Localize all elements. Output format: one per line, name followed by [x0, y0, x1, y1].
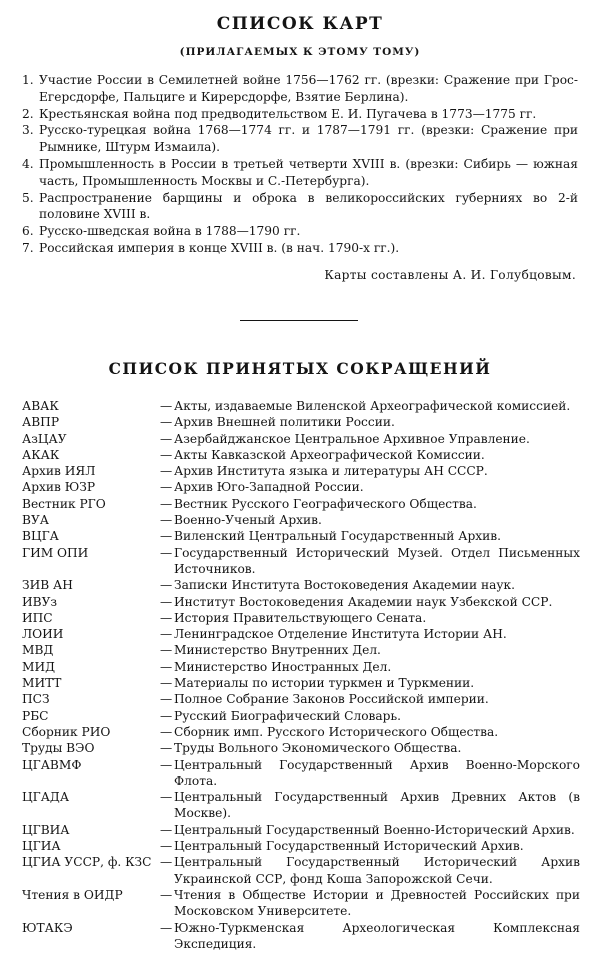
abbreviation-row [22, 708, 580, 724]
abbreviation-dash: — [160, 399, 173, 413]
map-item [22, 190, 578, 224]
abbreviation-row [22, 854, 580, 887]
abbreviation-row [22, 920, 580, 953]
abbreviation-row [22, 463, 580, 479]
maps-section-title: СПИСОК КАРТ [216, 14, 384, 34]
maps-section-subtitle: (ПРИЛАГАЕМЫХ К ЭТОМУ ТОМУ) [179, 46, 421, 58]
maps-list [22, 72, 578, 257]
abbreviation-dash: — [160, 529, 173, 544]
abbreviation-key: Архив ИЯЛ [22, 464, 96, 479]
abbreviation-key: ИВУз [22, 594, 58, 609]
map-item-number: 5. [22, 190, 34, 205]
abbreviation-dash: — [160, 578, 173, 593]
abbreviation-dash: — [160, 708, 173, 723]
map-item [22, 240, 578, 257]
abbreviation-key: МИД [22, 659, 56, 674]
abbreviation-dash: — [160, 855, 173, 870]
abbreviation-dash: — [160, 676, 173, 691]
abbreviation-value: Записки Института Востоковедения Академии наук. [174, 578, 516, 593]
abbreviation-key: ЦГИА УССР, ф. КЗС [22, 855, 152, 870]
abbreviation-key: Чтения в ОИДР [22, 887, 123, 902]
abbreviation-key: АзЦАУ [22, 431, 67, 446]
abbreviation-value: Центральный Государственный Военно-Исторический Архив. [174, 822, 575, 837]
abbreviation-key: ЦГАВМФ [22, 757, 82, 772]
abbreviation-key: ИПС [22, 610, 53, 625]
abbreviation-value: Сборник имп. Русского Исторического Общества. [174, 724, 499, 739]
abbreviation-row [22, 822, 580, 838]
abbreviation-row [22, 642, 580, 658]
abbreviation-row [22, 659, 580, 675]
abbreviation-row [22, 691, 580, 707]
abbreviation-dash: — [160, 480, 173, 495]
abbreviation-value: Архив Института языка и литературы АН СССР. [174, 464, 488, 479]
abbreviation-key: ЦГАДА [22, 790, 70, 805]
map-item-number: 1. [22, 73, 34, 87]
abbreviation-key: МВД [22, 643, 54, 658]
abbreviation-key: АВАК [22, 399, 59, 413]
abbreviation-key: Сборник РИО [22, 724, 111, 739]
abbreviations-list [22, 398, 580, 952]
abbreviation-row [22, 577, 580, 593]
abbreviation-row [22, 789, 580, 822]
map-item [22, 122, 578, 156]
abbreviation-value: Полное Собрание Законов Российской империи. [174, 692, 489, 707]
map-item-number: 6. [22, 224, 34, 239]
abbreviation-row [22, 838, 580, 854]
abbreviation-row [22, 724, 580, 740]
map-item-text: Распространение барщины и оброка в великороссийских губерниях во 2-й половине XVIII в. [39, 190, 578, 222]
abbreviation-key: Труды ВЭО [22, 741, 95, 756]
abbreviation-dash: — [160, 627, 173, 642]
map-item-text: Крестьянская война под предводительством Е. И. Пугачева в 1773—1775 гг. [39, 106, 537, 121]
map-item [22, 106, 578, 123]
abbreviation-key: МИТТ [22, 676, 62, 691]
abbreviation-dash: — [160, 920, 173, 935]
abbreviation-row [22, 398, 580, 414]
abbreviation-dash: — [160, 822, 173, 837]
abbreviation-row [22, 447, 580, 463]
map-item-text: Русско-турецкая война 1768—1774 гг. и 1787—1791 гг. (врезки: Сражение при Рымнике, Штурм Измаила). [39, 123, 578, 155]
abbreviation-value: Чтения в Обществе Истории и Древностей Российских при Московском Университете. [174, 887, 580, 919]
abbreviation-row [22, 626, 580, 642]
map-item [22, 156, 578, 190]
abbreviation-row [22, 887, 580, 920]
abbreviation-key: Вестник РГО [22, 496, 106, 511]
map-item-text: Русско-шведская война в 1788—1790 гг. [39, 224, 301, 239]
abbreviation-row [22, 610, 580, 626]
abbreviation-value: Архив Внешней политики России. [174, 415, 395, 430]
abbreviation-key: АВПР [22, 415, 60, 430]
map-item-text: Российская империя в конце XVIII в. (в нач. 1790-х гг.). [39, 240, 400, 255]
abbreviation-value: Вестник Русского Географического Общества. [174, 496, 477, 511]
abbreviation-row [22, 479, 580, 495]
abbreviation-value: Акты Кавказской Археографической Комиссии. [174, 447, 485, 462]
abbreviation-value: Министерство Внутренних Дел. [174, 643, 381, 658]
abbreviation-value: Материалы по истории туркмен и Туркмении. [174, 676, 475, 691]
abbreviation-value: Акты, издаваемые Виленской Археографической комиссией. [174, 399, 571, 413]
abbreviation-dash: — [160, 790, 173, 805]
abbreviation-value: Государственный Исторический Музей. Отдел Письменных Источников. [174, 545, 580, 576]
abbreviation-key: ВЦГА [22, 529, 59, 544]
abbreviation-row [22, 675, 580, 691]
abbreviation-dash: — [160, 415, 173, 430]
abbreviation-dash: — [160, 610, 173, 625]
abbreviation-dash: — [160, 887, 173, 902]
abbreviation-value: История Правительствующего Сената. [174, 610, 427, 625]
abbreviation-dash: — [160, 513, 173, 528]
abbreviation-value: Министерство Иностранных Дел. [174, 659, 392, 674]
abbreviation-row [22, 512, 580, 528]
abbreviation-dash: — [160, 431, 173, 446]
abbreviation-value: Центральный Государственный Архив Древних Актов (в Москве). [174, 790, 580, 821]
abbreviation-value: Архив Юго-Западной России. [174, 480, 364, 495]
abbreviation-key: ЛОИИ [22, 627, 64, 642]
abbreviation-key: ЦГИА [22, 839, 61, 854]
abbreviation-key: ЮТАКЭ [22, 920, 73, 935]
abbreviation-key: РБС [22, 708, 49, 723]
abbreviation-dash: — [160, 464, 173, 479]
abbreviation-key: АКАК [22, 447, 60, 462]
abbreviation-value: Южно-Туркменская Археологическая Комплексная Экспедиция. [174, 920, 580, 951]
abbreviation-value: Центральный Государственный Исторический Архив Украинской ССР, фонд Коша Запорожской Сечи. [174, 855, 580, 886]
abbreviation-value: Ленинградское Отделение Института Истории АН. [174, 627, 507, 642]
abbreviation-row [22, 528, 580, 544]
maps-credit: Карты составлены А. И. Голубцовым. [324, 268, 576, 282]
abbreviation-key: ГИМ ОПИ [22, 545, 89, 560]
abbreviation-row [22, 594, 580, 610]
map-item-number: 2. [22, 106, 34, 121]
abbreviation-dash: — [160, 594, 173, 609]
abbreviation-dash: — [160, 757, 173, 772]
map-item-number: 7. [22, 240, 34, 255]
abbreviation-key: ВУА [22, 513, 49, 528]
abbreviation-dash: — [160, 496, 173, 511]
map-item [22, 72, 578, 106]
abbreviation-row [22, 414, 580, 430]
abbreviation-row [22, 757, 580, 790]
abbreviations-section-title: СПИСОК ПРИНЯТЫХ СОКРАЩЕНИЙ [108, 359, 492, 378]
abbreviation-key: ЗИВ АН [22, 578, 73, 593]
abbreviation-value: Военно-Ученый Архив. [174, 513, 322, 528]
abbreviation-value: Азербайджанское Центральное Архивное Управление. [174, 431, 530, 446]
abbreviation-dash: — [160, 447, 173, 462]
abbreviation-key: ЦГВИА [22, 822, 70, 837]
abbreviation-row [22, 496, 580, 512]
abbreviation-value: Виленский Центральный Государственный Архив. [174, 529, 502, 544]
map-item-text: Промышленность в России в третьей четверти XVIII в. (врезки: Сибирь — южная часть, Промышленность Москвы и С.-Петербурга). [39, 156, 578, 188]
abbreviation-dash: — [160, 692, 173, 707]
abbreviation-dash: — [160, 741, 173, 756]
map-item [22, 223, 578, 240]
map-item-number: 4. [22, 156, 34, 171]
map-item-number: 3. [22, 123, 34, 138]
abbreviation-value: Труды Вольного Экономического Общества. [174, 741, 462, 756]
abbreviation-value: Центральный Государственный Исторический Архив. [174, 839, 524, 854]
abbreviation-key: ПСЗ [22, 692, 50, 707]
abbreviation-dash: — [160, 643, 173, 658]
abbreviation-dash: — [160, 659, 173, 674]
abbreviation-value: Русский Биографический Словарь. [174, 708, 401, 723]
abbreviation-value: Центральный Государственный Архив Военно-Морского Флота. [174, 757, 580, 788]
abbreviation-row [22, 740, 580, 756]
map-item-text: Участие России в Семилетней войне 1756—1762 гг. (врезки: Сражение при Грос-Егерсдорфе, Пальциге и Кирерсдорфе, Взятие Берлина). [39, 73, 578, 104]
abbreviation-row [22, 545, 580, 578]
abbreviation-value: Институт Востоковедения Академии наук Узбекской ССР. [174, 594, 553, 609]
abbreviation-key: Архив ЮЗР [22, 480, 96, 495]
abbreviation-dash: — [160, 724, 173, 739]
abbreviation-row [22, 431, 580, 447]
section-divider [240, 320, 358, 321]
abbreviation-dash: — [160, 545, 173, 560]
abbreviation-dash: — [160, 839, 173, 854]
